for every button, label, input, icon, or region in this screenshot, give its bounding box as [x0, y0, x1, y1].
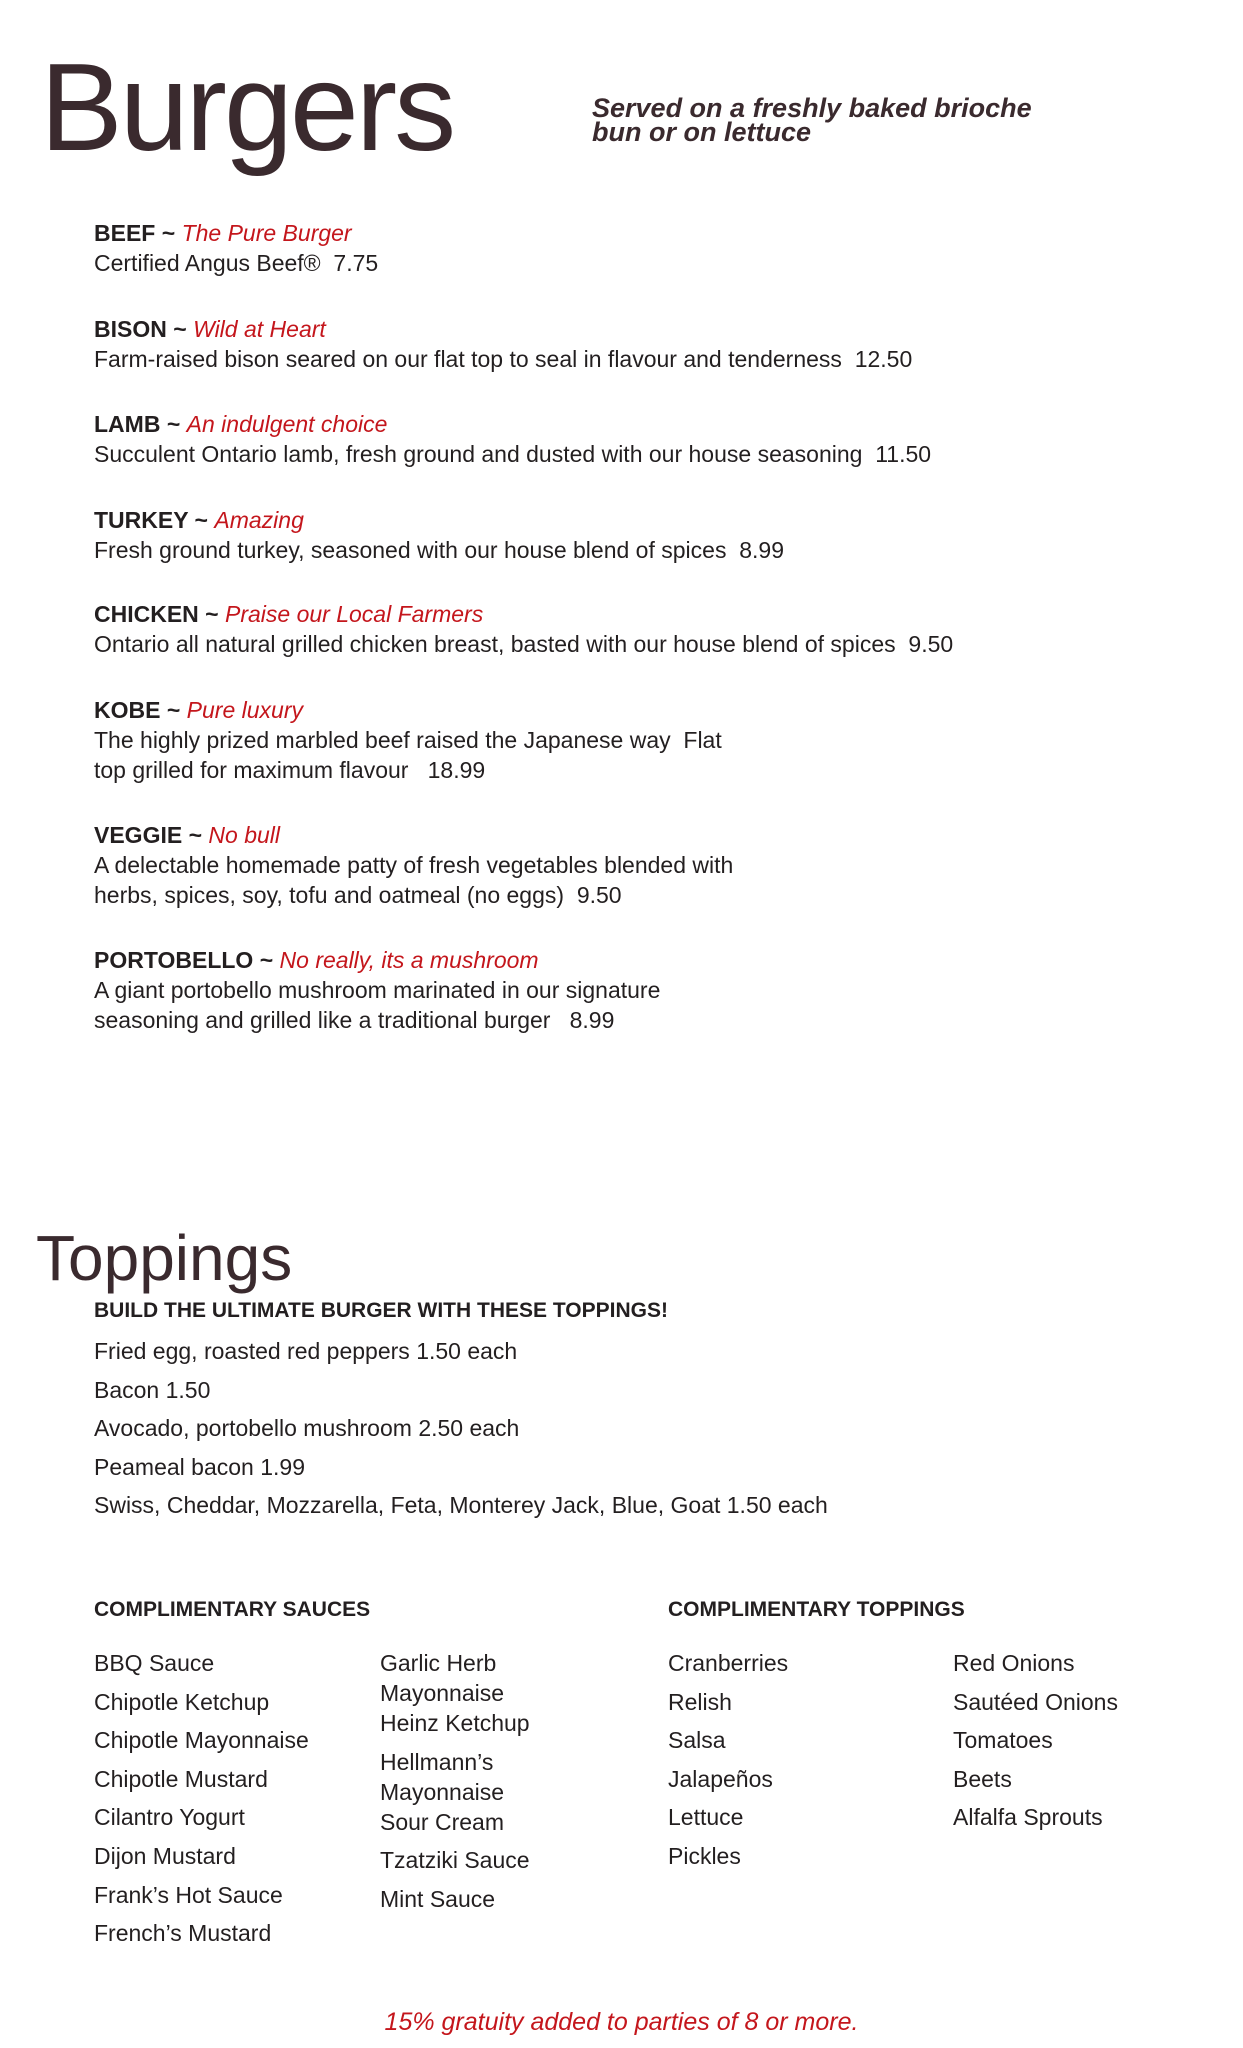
item-separator: ~ — [155, 220, 182, 246]
list-item: Mint Sauce — [380, 1885, 496, 1912]
item-tagline: Amazing — [214, 507, 304, 533]
item-separator: ~ — [182, 822, 209, 848]
list-item: Chipotle Ketchup — [94, 1688, 270, 1715]
menu-item — [94, 945, 660, 1035]
sauces-column-2 — [380, 1648, 550, 1922]
menu-item — [94, 314, 912, 374]
subtitle-line: Served on a freshly baked brioche — [592, 93, 1032, 123]
list-item: Frank’s Hot Sauce — [94, 1881, 283, 1908]
topping-line: Fried egg, roasted red peppers 1.50 each — [94, 1338, 518, 1364]
list-item: Cranberries — [668, 1650, 789, 1676]
item-separator: ~ — [253, 947, 280, 973]
list-item: Heinz Ketchup — [380, 1710, 530, 1736]
item-heading — [94, 314, 912, 344]
item-tagline: No really, its a mushroom — [279, 947, 539, 973]
item-description: A delectable homemade patty of fresh vegetables blended with — [94, 852, 734, 878]
item-name: PORTOBELLO — [94, 947, 254, 973]
item-separator: ~ — [166, 316, 194, 342]
topping-line: Avocado, portobello mushroom 2.50 each — [94, 1415, 520, 1442]
item-name: TURKEY — [94, 507, 189, 533]
item-tagline: The Pure Burger — [181, 220, 352, 246]
page-subtitle — [592, 93, 1032, 147]
page-title: Burgers — [40, 39, 454, 177]
sauces-column-1 — [94, 1648, 364, 1957]
item-description: Farm-raised bison seared on our flat top to seal in flavour and tenderness 12.50 — [94, 346, 913, 372]
list-item: Salsa — [668, 1727, 726, 1754]
paid-toppings-list — [94, 1295, 828, 1528]
subtitle-line: bun or on lettuce — [592, 117, 811, 147]
item-tagline: Praise our Local Farmers — [225, 601, 484, 627]
list-item: Relish — [668, 1688, 732, 1715]
item-description: Ontario all natural grilled chicken breast, basted with our house blend of spices 9.50 — [94, 631, 954, 657]
topping-line: Peameal bacon 1.99 — [94, 1453, 305, 1480]
item-name: BEEF — [94, 220, 156, 246]
item-tagline: An indulgent choice — [186, 411, 388, 437]
item-name: LAMB — [94, 411, 161, 437]
item-heading — [94, 820, 733, 850]
item-separator: ~ — [188, 507, 215, 533]
menu-item — [94, 820, 733, 910]
list-item: French’s Mustard — [94, 1920, 272, 1947]
list-item: Red Onions — [953, 1650, 1075, 1676]
menu-item — [94, 599, 953, 659]
list-item: BBQ Sauce — [94, 1650, 215, 1676]
list-item: Lettuce — [668, 1804, 744, 1831]
item-heading — [94, 599, 953, 629]
build-heading: BUILD THE ULTIMATE BURGER WITH THESE TOPPINGS! — [94, 1299, 668, 1322]
list-item: Beets — [953, 1765, 1012, 1792]
menu-item — [94, 505, 784, 565]
item-name: BISON — [94, 316, 167, 342]
list-item: Sautéed Onions — [953, 1688, 1118, 1715]
list-item: Pickles — [668, 1842, 741, 1869]
sauces-heading: COMPLIMENTARY SAUCES — [94, 1598, 371, 1621]
item-heading — [94, 409, 931, 439]
item-heading — [94, 218, 378, 248]
menu-item — [94, 218, 378, 278]
item-description: Fresh ground turkey, seasoned with our house blend of spices 8.99 — [94, 537, 784, 563]
item-separator: ~ — [160, 411, 187, 437]
list-item: Alfalfa Sprouts — [953, 1804, 1103, 1831]
list-item: Chipotle Mayonnaise — [94, 1727, 309, 1754]
item-heading — [94, 695, 722, 725]
complimentary-toppings-heading: COMPLIMENTARY TOPPINGS — [668, 1598, 965, 1621]
item-heading — [94, 945, 660, 975]
item-tagline: No bull — [208, 822, 281, 848]
item-description: The highly prized marbled beef raised the Japanese way Flat — [94, 727, 722, 753]
toppings-title: Toppings — [36, 1222, 293, 1294]
list-item: Garlic Herb Mayonnaise — [380, 1650, 505, 1706]
list-item: Sour Cream — [380, 1808, 504, 1835]
list-item: Tomatoes — [953, 1727, 1053, 1754]
item-separator: ~ — [160, 697, 187, 723]
menu-item — [94, 695, 722, 785]
item-name: CHICKEN — [94, 601, 199, 627]
gratuity-note: 15% gratuity added to parties of 8 or more. — [384, 2008, 859, 2036]
item-description: A giant portobello mushroom marinated in our signature — [94, 977, 661, 1003]
list-item: Hellmann’s Mayonnaise — [380, 1748, 505, 1805]
item-description: herbs, spices, soy, tofu and oatmeal (no eggs) 9.50 — [94, 882, 622, 908]
item-description: Succulent Ontario lamb, fresh ground and dusted with our house seasoning 11.50 — [94, 441, 932, 467]
list-item: Tzatziki Sauce — [380, 1847, 530, 1874]
item-description: Certified Angus Beef® 7.75 — [94, 250, 379, 276]
item-separator: ~ — [198, 601, 225, 627]
topping-line: Bacon 1.50 — [94, 1376, 211, 1403]
list-item: Jalapeños — [668, 1765, 773, 1792]
item-description: seasoning and grilled like a traditional burger 8.99 — [94, 1007, 615, 1033]
item-tagline: Wild at Heart — [193, 316, 326, 342]
menu-item — [94, 409, 931, 469]
list-item: Chipotle Mustard — [94, 1765, 268, 1792]
toppings-column-2 — [953, 1648, 1213, 1841]
topping-line: Swiss, Cheddar, Mozzarella, Feta, Monterey Jack, Blue, Goat 1.50 each — [94, 1492, 828, 1519]
item-tagline: Pure luxury — [186, 697, 303, 723]
list-item: Cilantro Yogurt — [94, 1804, 245, 1831]
toppings-column-1 — [668, 1648, 928, 1880]
list-item: Dijon Mustard — [94, 1842, 236, 1869]
item-name: VEGGIE — [94, 822, 183, 848]
item-description: top grilled for maximum flavour 18.99 — [94, 757, 486, 783]
item-name: KOBE — [94, 697, 161, 723]
item-heading — [94, 505, 784, 535]
